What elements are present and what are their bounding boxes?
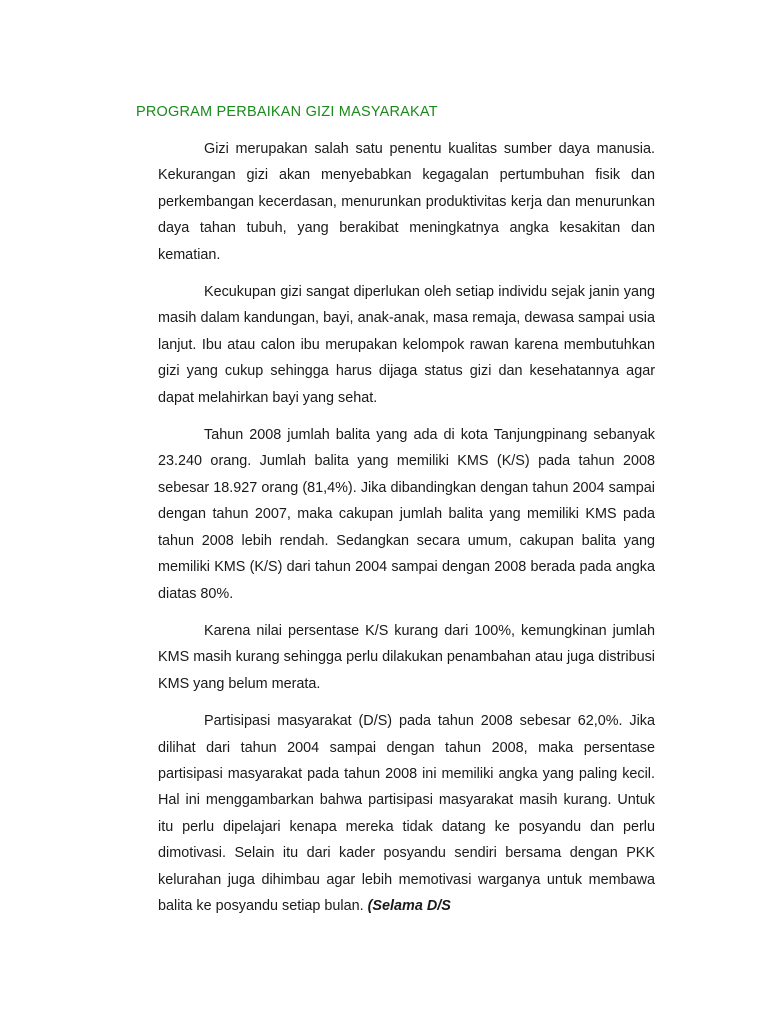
paragraph-3: Tahun 2008 jumlah balita yang ada di kota Tanjungpinang sebanyak 23.240 orang. Jumlah balita yang memiliki KMS (K/S) pada tahun 2008 sebesar 18.927 orang (81,4%). Jika dibandingkan dengan tahun 2004 sampai dengan tahun 2007, maka cakupan jumlah balita yang memiliki KMS pada tahun 2008 lebih rendah. Sedangkan secara umum, cakupan balita yang memiliki KMS (K/S) dari tahun 2004 sampai dengan 2008 berada pada angka diatas 80%. bbox=[158, 427, 655, 602]
trailing-emphasis: (Selama D/S bbox=[367, 897, 451, 914]
paragraph-4: Karena nilai persentase K/S kurang dari 100%, kemungkinan jumlah KMS masih kurang sehingga perlu dilakukan penambahan atau juga distribusi KMS yang belum merata. bbox=[158, 622, 655, 692]
paragraph-5-text: Partisipasi masyarakat (D/S) pada tahun 2008 sebesar 62,0%. Jika dilihat dari tahun 2004 sampai dengan tahun 2008, maka persentase partisipasi masyarakat pada tahun 2008 ini memiliki angka yang paling kecil. Hal ini menggambarkan bahwa partisipasi masyarakat masih kurang. Untuk itu perlu dipelajari kenapa mereka tidak datang ke posyandu dan perlu dimotivasi. Selain itu dari kader posyandu sendiri bersama dengan PKK kelurahan juga dihimbau agar lebih memotivasi warganya untuk membawa balita ke posyandu setiap bulan. bbox=[158, 713, 655, 914]
paragraph-5 bbox=[158, 708, 655, 919]
paragraph-1: Gizi merupakan salah satu penentu kualitas sumber daya manusia. Kekurangan gizi akan menyebabkan kegagalan pertumbuhan fisik dan perkembangan kecerdasan, menurunkan produktivitas kerja dan menurunkan daya tahan tubuh, yang berakibat meningkatnya angka kesakitan dan kematian. bbox=[158, 141, 655, 263]
document-body bbox=[158, 136, 655, 919]
document-title: PROGRAM PERBAIKAN GIZI MASYARAKAT bbox=[136, 104, 438, 120]
paragraph-2: Kecukupan gizi sangat diperlukan oleh setiap individu sejak janin yang masih dalam kandungan, bayi, anak-anak, masa remaja, dewasa sampai usia lanjut. Ibu atau calon ibu merupakan kelompok rawan karena membutuhkan gizi yang cukup sehingga harus dijaga status gizi dan kesehatannya agar dapat melahirkan bayi yang sehat. bbox=[158, 284, 655, 406]
